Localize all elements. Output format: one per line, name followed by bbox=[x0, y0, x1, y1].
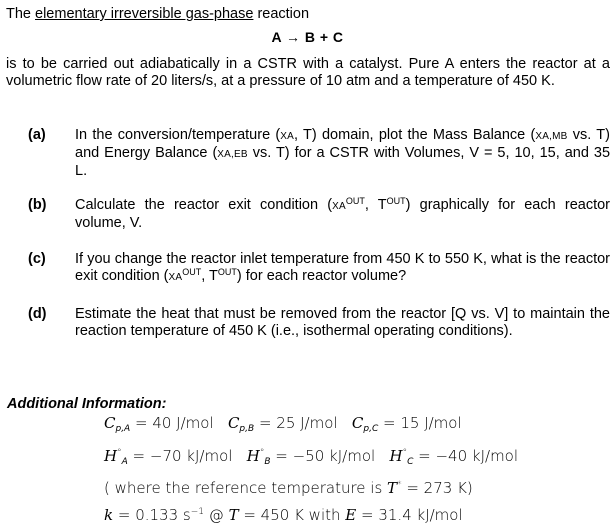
value: = 40 J/mol bbox=[130, 414, 214, 432]
text-part: ) for each reactor volume? bbox=[236, 268, 407, 284]
text-part: , T) domain, plot the Mass Balance ( bbox=[293, 127, 536, 143]
question-c-text bbox=[75, 251, 610, 286]
question-b-text bbox=[75, 197, 610, 232]
small-caps-symbol: XA bbox=[168, 272, 183, 283]
superscript: ° bbox=[117, 448, 122, 458]
text-part: = 273 K) bbox=[401, 479, 473, 497]
question-b bbox=[6, 197, 610, 237]
value: = 31.4 kJ/mol bbox=[356, 506, 463, 524]
symbol: H bbox=[104, 447, 118, 465]
reaction-equation: A → B + C bbox=[271, 29, 344, 45]
text-part: Calculate the reactor exit condition ( bbox=[75, 197, 333, 213]
symbol: H bbox=[246, 447, 260, 465]
text-part: ) graphically for each reactor volume, V. bbox=[75, 197, 610, 231]
rate-constant-line bbox=[104, 506, 463, 524]
reference-temperature-line bbox=[104, 479, 473, 497]
question-a-text bbox=[75, 127, 610, 180]
question-a-label: (a) bbox=[28, 127, 46, 143]
superscript: OUT bbox=[345, 196, 365, 206]
value: = −50 kJ/mol bbox=[270, 447, 376, 465]
question-d-text: Estimate the heat that must be removed from the reactor [Q vs. V] to maintain the reaction temperature of 450 K (i.e., isothermal operating conditions). bbox=[75, 306, 610, 339]
text-part: , T bbox=[201, 268, 218, 284]
additional-info-title: Additional Information: bbox=[7, 396, 167, 412]
symbol: E bbox=[345, 506, 357, 524]
superscript: OUT bbox=[386, 196, 406, 206]
subscript: p,C bbox=[363, 424, 379, 434]
question-c-label: (c) bbox=[28, 251, 46, 267]
superscript: OUT bbox=[182, 267, 202, 277]
subscript: A bbox=[121, 457, 128, 467]
symbol: T bbox=[387, 479, 398, 497]
text-part: vs. T) for a CSTR with Volumes, V = 5, 10, 15, and 35 L. bbox=[75, 145, 611, 179]
superscript: −1 bbox=[190, 507, 205, 517]
text-part: vs. T) and Energy Balance ( bbox=[75, 127, 610, 161]
value: = 25 J/mol bbox=[254, 414, 338, 432]
symbol: C bbox=[104, 414, 116, 432]
symbol: C bbox=[351, 414, 364, 432]
superscript: ° bbox=[259, 448, 265, 458]
subscript: C bbox=[407, 457, 414, 467]
text-part: ( where the reference temperature is bbox=[104, 479, 388, 497]
symbol: C bbox=[227, 414, 240, 432]
superscript: OUT bbox=[217, 267, 237, 277]
text-part: @ bbox=[204, 506, 229, 524]
question-c bbox=[6, 251, 610, 291]
small-caps-symbol: XA,EB bbox=[217, 149, 248, 160]
intro-suffix: reaction bbox=[253, 6, 310, 22]
value: = 15 J/mol bbox=[378, 414, 462, 432]
question-a bbox=[6, 127, 610, 187]
superscript: * bbox=[397, 480, 402, 490]
text-part: If you change the reactor inlet temperature from 450 K to 550 K, what is the reactor exit condition ( bbox=[75, 251, 610, 284]
small-caps-symbol: XA bbox=[280, 131, 294, 142]
text-part: , T bbox=[364, 197, 387, 213]
superscript: ° bbox=[402, 448, 408, 458]
problem-description: is to be carried out adiabatically in a CSTR with a catalyst. Pure A enters the reactor at a volumetric flow rate of 20 liters/s, at a pressure of 10 atm and a temperature of 450 K. bbox=[6, 56, 610, 89]
value: = 450 K with bbox=[238, 506, 346, 524]
enthalpy-line bbox=[104, 447, 518, 465]
intro-prefix: The bbox=[6, 6, 36, 22]
symbol: H bbox=[389, 447, 403, 465]
problem-intro-line bbox=[6, 6, 309, 23]
subscript: B bbox=[264, 457, 271, 467]
heat-capacity-line bbox=[104, 414, 462, 432]
symbol: k bbox=[104, 506, 114, 524]
intro-underlined-text: elementary irreversible gas-phase bbox=[35, 6, 254, 22]
question-d-label: (d) bbox=[28, 306, 47, 322]
small-caps-symbol: XA,MB bbox=[535, 131, 568, 142]
question-b-label: (b) bbox=[28, 197, 47, 213]
symbol: T bbox=[228, 506, 239, 524]
subscript: p,B bbox=[239, 424, 255, 434]
small-caps-symbol: XA bbox=[332, 201, 346, 212]
text-part: In the conversion/temperature ( bbox=[75, 127, 281, 143]
value: = −70 kJ/mol bbox=[127, 447, 233, 465]
subscript: p,A bbox=[115, 424, 131, 434]
value: = −40 kJ/mol bbox=[413, 447, 519, 465]
question-d bbox=[6, 306, 610, 346]
value: = 0.133 s bbox=[113, 506, 191, 524]
